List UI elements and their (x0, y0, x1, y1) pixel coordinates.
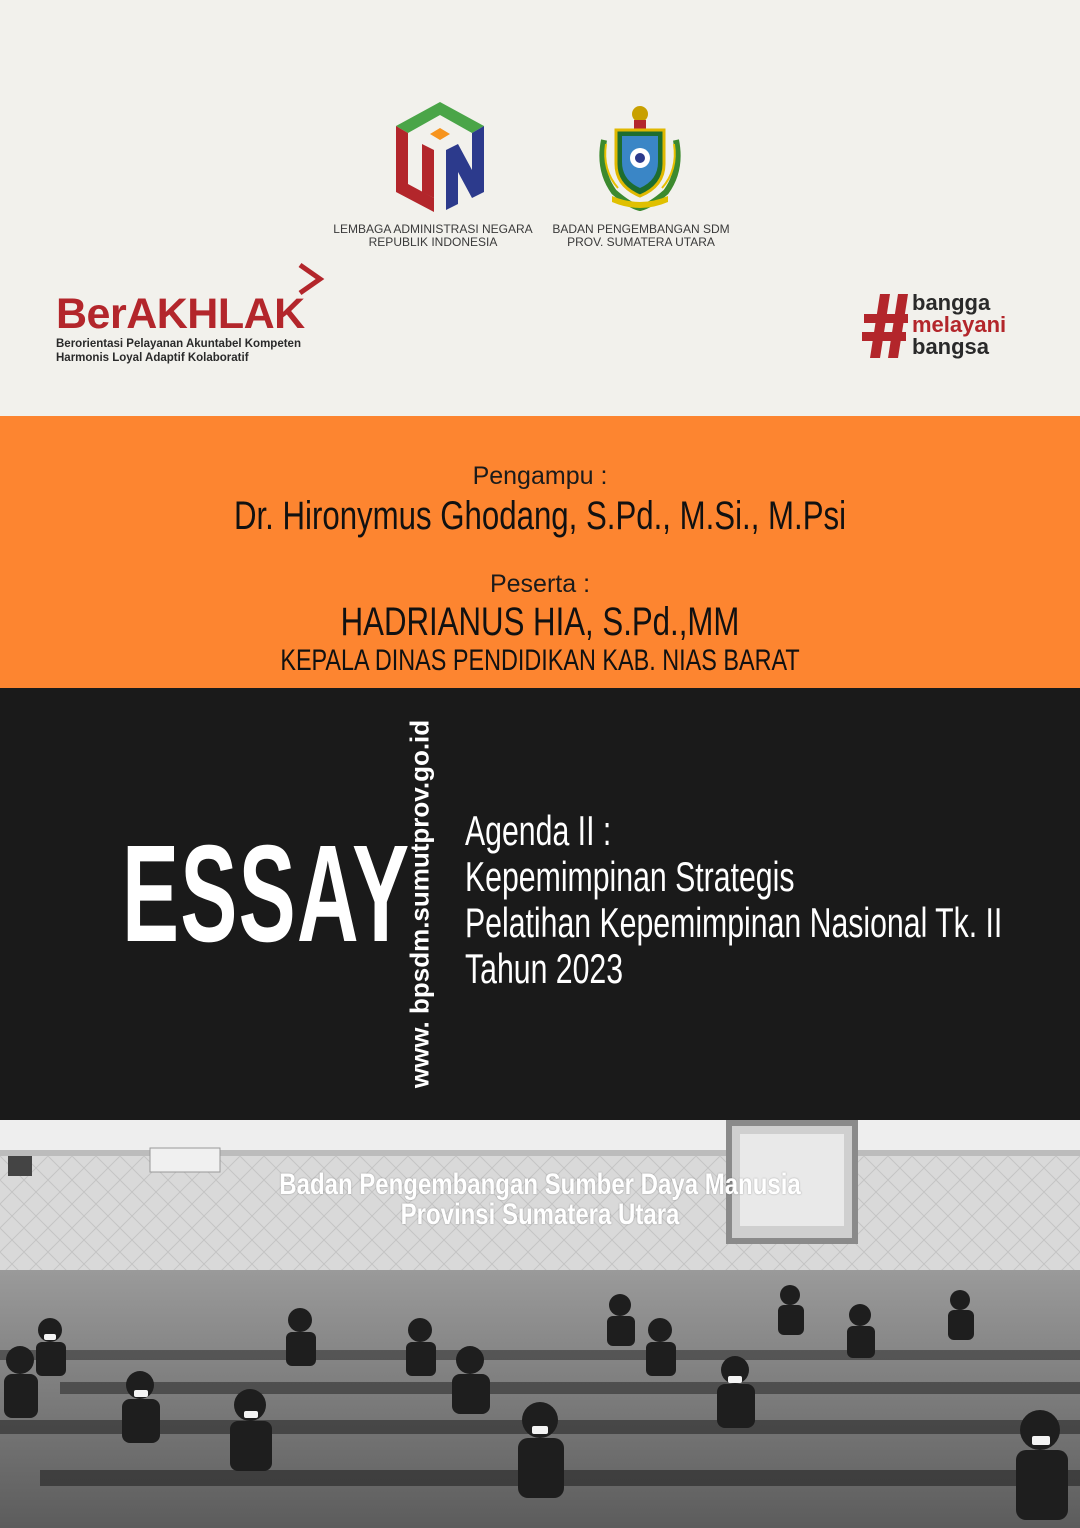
lan-caption-line1: LEMBAGA ADMINISTRASI NEGARA (333, 222, 533, 236)
bangga-text (912, 292, 1006, 358)
peserta-position: KEPALA DINAS PENDIDIKAN KAB. NIAS BARAT (280, 644, 800, 677)
classroom-photo (0, 1120, 1080, 1528)
bangga-line1: bangga (912, 290, 991, 315)
berakhlak-subtitle (56, 337, 301, 365)
photo-caption-line1: Badan Pengembangan Sumber Daya Manusia (279, 1168, 801, 1201)
participant-banner (0, 416, 1080, 688)
lan-caption (330, 223, 536, 249)
sumut-caption-line1: BADAN PENGEMBANGAN SDM (552, 222, 730, 236)
agenda-line3: Pelatihan Kepemimpinan Nasional Tk. II (465, 899, 1003, 946)
berakhlak-logo (54, 262, 344, 372)
sumatera-utara-emblem-icon (594, 100, 686, 216)
agenda-line2: Kepemimpinan Strategis (465, 853, 795, 900)
agenda-block (465, 808, 1002, 992)
lan-caption-line2: REPUBLIK INDONESIA (368, 235, 498, 249)
photo-caption (108, 1170, 972, 1230)
peserta-name: HADRIANUS HIA, S.Pd.,MM (340, 600, 740, 644)
bangga-melayani-bangsa-logo (862, 290, 1032, 370)
essay-title-panel (0, 688, 1080, 1120)
pengampu-label: Pengampu : (472, 462, 608, 490)
bangga-line2: melayani (912, 312, 1007, 337)
sumut-caption (546, 223, 736, 249)
peserta-label: Peserta : (489, 570, 591, 598)
essay-title: ESSAY (122, 817, 411, 971)
photo-caption-line2: Provinsi Sumatera Utara (400, 1198, 680, 1231)
hashtag-icon (862, 292, 912, 360)
pengampu-name: Dr. Hironymus Ghodang, S.Pd., M.Si., M.Psi (233, 494, 847, 538)
bangga-line3: bangsa (912, 334, 990, 359)
berakhlak-sub-line2: Harmonis Loyal Adaptif Kolaboratif (56, 352, 249, 364)
berakhlak-sub-line1: Berorientasi Pelayanan Akuntabel Kompeten (56, 338, 301, 350)
berakhlak-wordmark: BerAKHLAK (56, 290, 305, 338)
logo-header (0, 0, 1080, 416)
agenda-line1: Agenda II : (465, 807, 612, 854)
lan-logo-icon (392, 100, 488, 216)
website-url: www. bpsdm.sumutprov.go.id (404, 719, 435, 1089)
agenda-line4: Tahun 2023 (465, 945, 624, 992)
sumut-caption-line2: PROV. SUMATERA UTARA (567, 235, 715, 249)
